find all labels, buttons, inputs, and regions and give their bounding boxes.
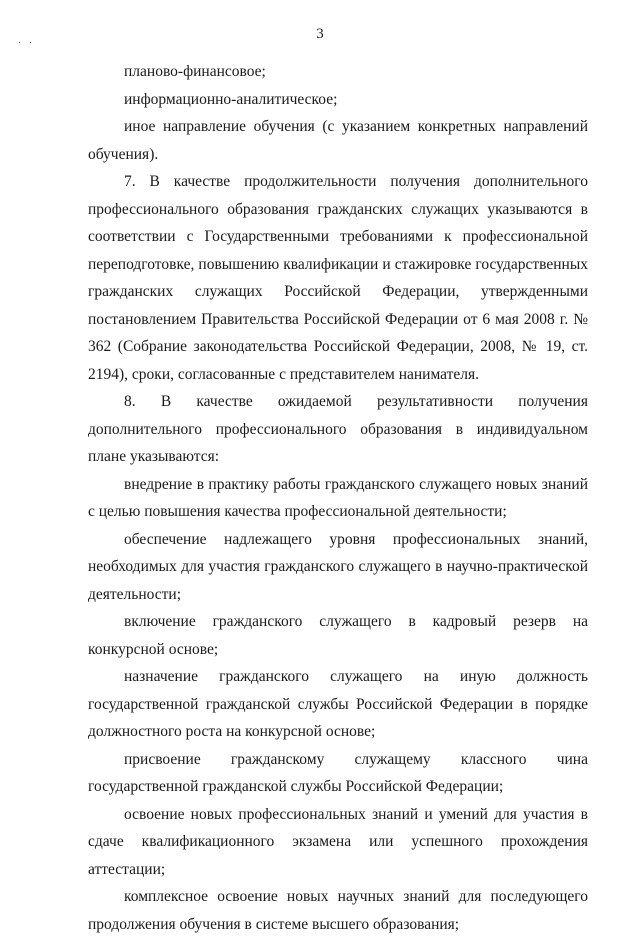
paragraph-1: планово-финансовое; bbox=[124, 63, 266, 80]
paragraph-6: внедрение в практику работы гражданского служащего новых знаний с целью повышения качества профессиональной деятельности; bbox=[88, 475, 588, 520]
paragraph-8: включение гражданского служащего в кадровый резерв на конкурсной основе; bbox=[88, 613, 588, 658]
document-body bbox=[88, 58, 588, 938]
scan-marks: · · bbox=[18, 38, 33, 49]
paragraph-7: обеспечение надлежащего уровня профессиональных знаний, необходимых для участия гражданского служащего в научно-практической деятельности; bbox=[88, 530, 588, 603]
paragraph-10: присвоение гражданскому служащему классного чина государственной гражданской службы Российской Федерации; bbox=[88, 750, 588, 795]
paragraph-2: информационно-аналитическое; bbox=[124, 90, 338, 108]
paragraph-11: освоение новых профессиональных знаний и умений для участия в сдаче квалификационного экзамена или успешного прохождения аттестации; bbox=[88, 805, 588, 878]
paragraph-4: 7. В качестве продолжительности получения дополнительного профессионального образования гражданских служащих указываются в соответствии с Государственными требованиями к профессиональной переподготовке, повышению квалификации и стажировке государственных гражданских служащих Российской Федерации, утвержденными постановлением Правительства Российской Федерации от 6 мая 2008 г. № 362 (Собрание законодательства Российской Федерации, 2008, № 19, ст. 2194), сроки, согласованные с представителем нанимателя. bbox=[88, 173, 588, 383]
paragraph-3: иное направление обучения (с указанием конкретных направлений обучения). bbox=[88, 118, 588, 163]
page-number: 3 bbox=[316, 26, 324, 42]
paragraph-5: 8. В качестве ожидаемой результативности получения дополнительного профессионального образования в индивидуальном плане указываются: bbox=[88, 393, 588, 465]
paragraph-9: назначение гражданского служащего на иную должность государственной гражданской службы Российской Федерации в порядке должностного роста на конкурсной основе; bbox=[88, 668, 588, 740]
paragraph-12: комплексное освоение новых научных знаний для последующего продолжения обучения в системе высшего образования; bbox=[88, 888, 588, 933]
